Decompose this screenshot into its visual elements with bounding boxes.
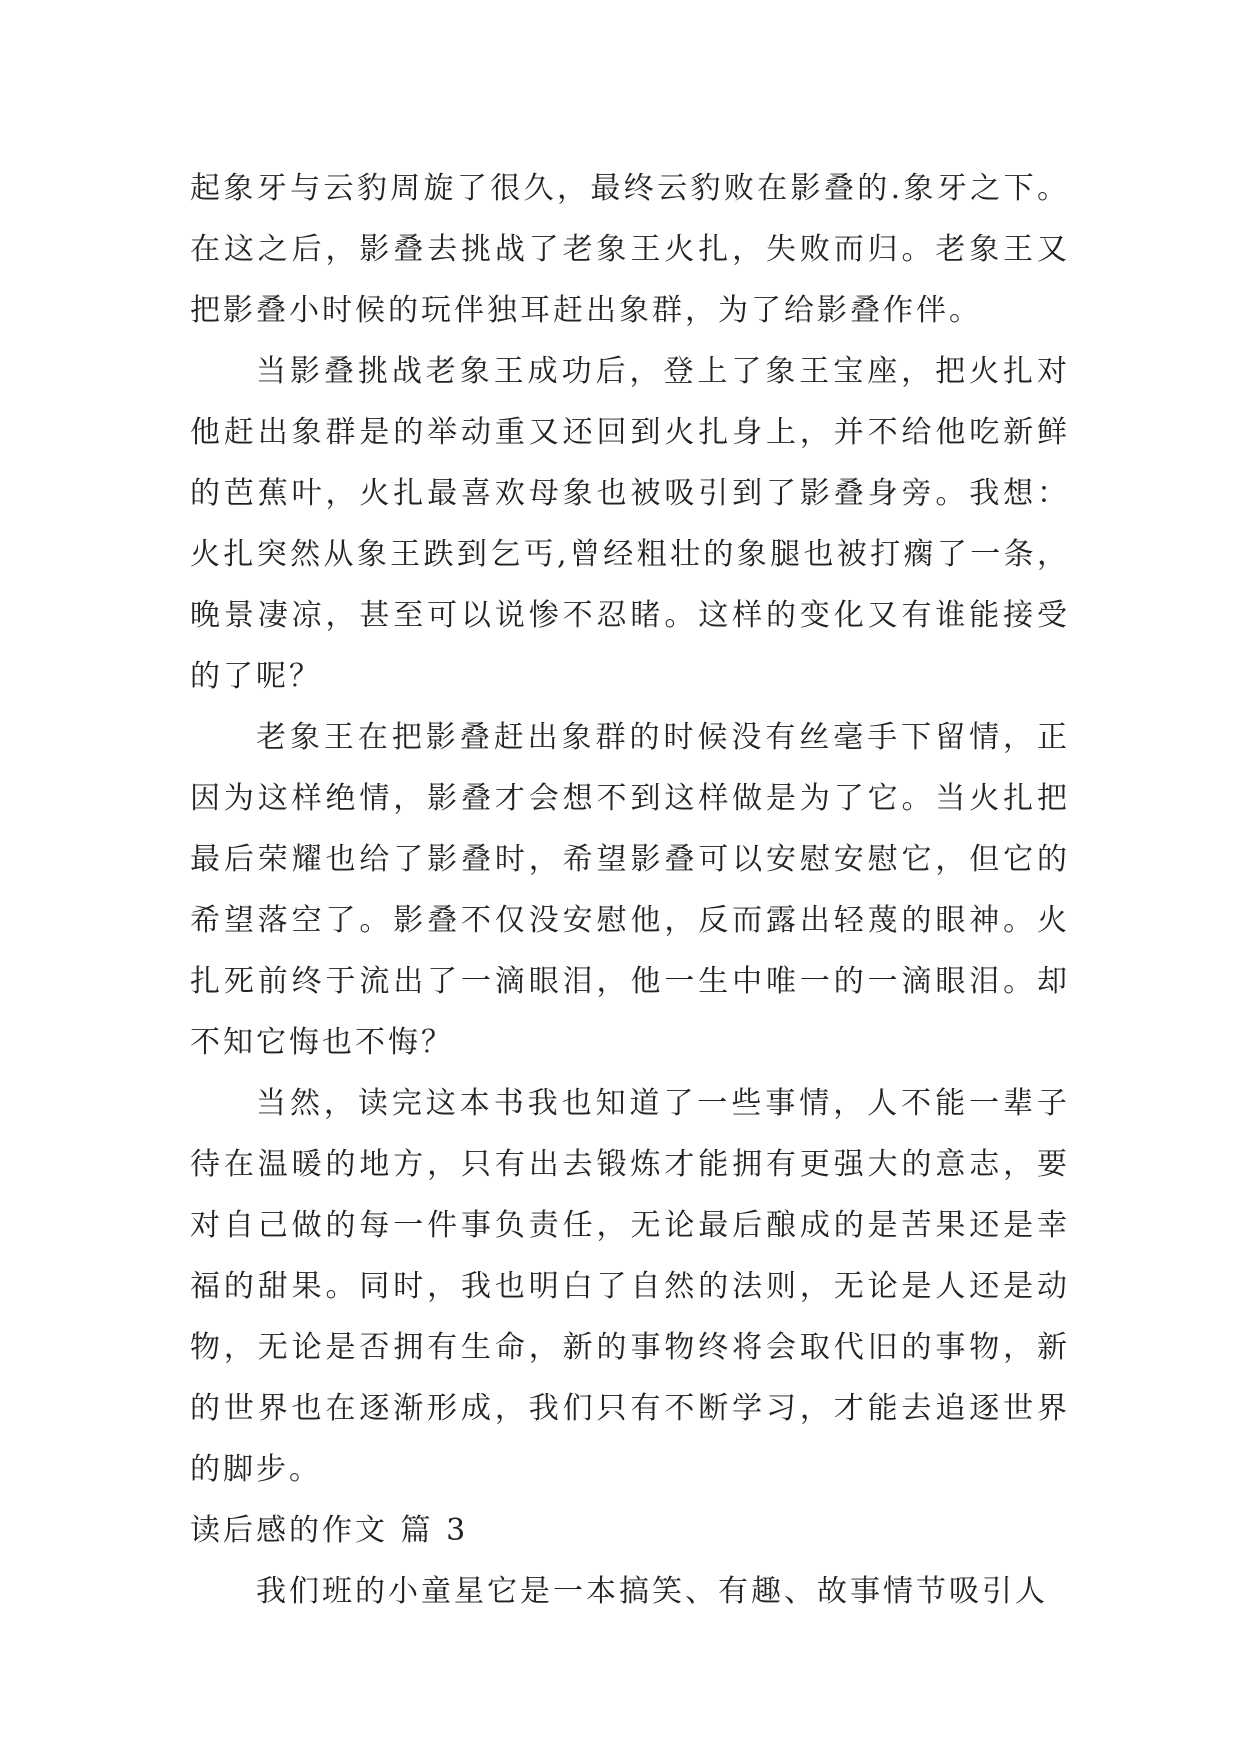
paragraph-4: 当然，读完这本书我也知道了一些事情，人不能一辈子待在温暖的地方，只有出去锻炼才能拥有更强大的意志，要对自己做的每一件事负责任，无论最后酿成的是苦果还是幸福的甜果。同时，我也明白了自然的法则，无论是人还是动物，无论是否拥有生命，新的事物终将会取代旧的事物，新的世界也在逐渐形成，我们只有不断学习，才能去追逐世界的脚步。	[190, 1086, 1070, 1487]
paragraph-5: 我们班的小童星它是一本搞笑、有趣、故事情节吸引人	[256, 1574, 1048, 1609]
section-heading: 读后感的作文 篇 3	[190, 1513, 469, 1548]
paragraph-3: 老象王在把影叠赶出象群的时候没有丝毫手下留情，正因为这样绝情，影叠才会想不到这样做是为了它。当火扎把最后荣耀也给了影叠时，希望影叠可以安慰安慰它，但它的希望落空了。影叠不仅没安慰他，反而露出轻蔑的眼神。火扎死前终于流出了一滴眼泪，他一生中唯一的一滴眼泪。却不知它悔也不悔？	[190, 720, 1070, 1060]
paragraph-2: 当影叠挑战老象王成功后，登上了象王宝座，把火扎对他赶出象群是的举动重又还回到火扎身上，并不给他吃新鲜的芭蕉叶，火扎最喜欢母象也被吸引到了影叠身旁。我想：火扎突然从象王跌到乞丐,曾经粗壮的象腿也被打瘸了一条，晚景凄凉，甚至可以说惨不忍睹。这样的变化又有谁能接受的了呢？	[190, 354, 1070, 694]
paragraph-continuation: 起象牙与云豹周旋了很久，最终云豹败在影叠的.象牙之下。在这之后，影叠去挑战了老象王火扎，失败而归。老象王又把影叠小时候的玩伴独耳赶出象群，为了给影叠作伴。	[190, 171, 1070, 328]
document-body	[190, 158, 1070, 1622]
